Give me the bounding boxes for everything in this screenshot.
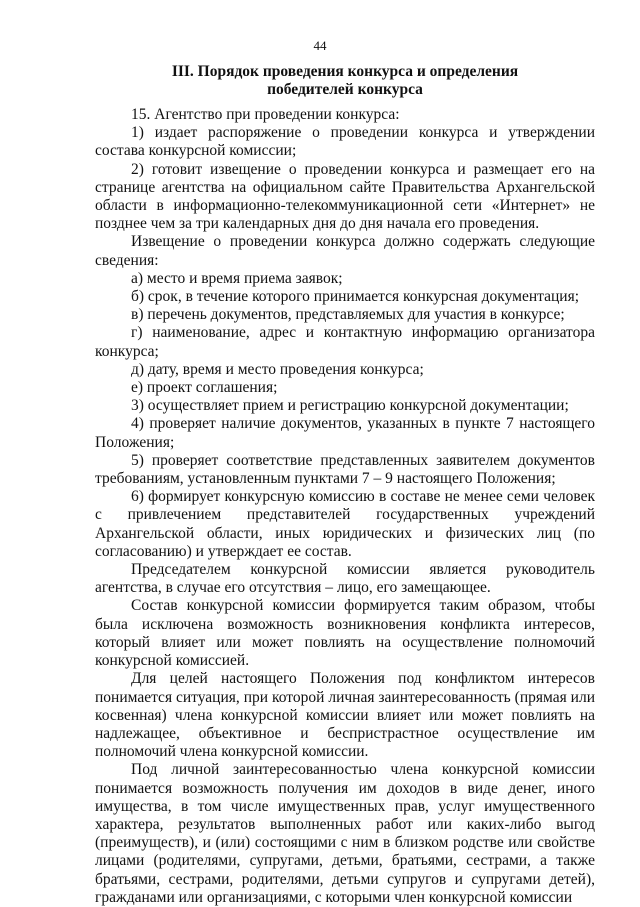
paragraph: 4) проверяет наличие документов, указанных в пункте 7 настоящего Положения; [95,415,595,451]
section-heading [95,63,595,99]
list-item: д) дату, время и место проведения конкурса; [131,360,424,378]
list-item: е) проект соглашения; [131,379,278,397]
paragraph: 6) формирует конкурсную комиссию в составе не менее семи человек с привлечением представителей государственных учреждений Архангельской области, иных юридических и физических лиц (по согласованию) и утверждает ее состав. [95,488,595,560]
paragraph: 3) осуществляет прием и регистрацию конкурсной документации; [131,397,569,415]
list-item: г) наименование, адрес и контактную информацию организатора конкурса; [95,324,595,360]
paragraph: 5) проверяет соответствие представленных заявителем документов требованиям, установленным пунктами 7 – 9 настоящего Положения; [95,451,595,488]
paragraph: Под личной заинтересованностью члена конкурсной комиссии понимается возможность получения им доходов в виде денег, иного имущества, в том числе имущественных прав, услуг имущественного характера, результатов выполненных работ или каких-либо выгод (преимуществ), и (или) состоящими с ним в близком родстве или свойстве лицами (родителями, супругами, детьми, братьями, сестрами, а также братьями, сестрами, родителями, детьми супругов и супругами детей), гражданами или организациями, с которыми член конкурсной комиссии [95,761,595,906]
list-item: а) место и время приема заявок; [131,269,343,287]
list-item: б) срок, в течение которого принимается конкурсная документация; [131,288,580,306]
paragraph: 2) готовит извещение о проведении конкурса и размещает его на странице агентства на официальном сайте Правительства Архангельской области в информационно-телекоммуникационной сети «Интернет» не позднее чем за три календарных дня до дня начала его проведения. [95,160,595,233]
paragraph: Извещение о проведении конкурса должно содержать следующие сведения: [95,233,595,269]
paragraph: Для целей настоящего Положения под конфликтом интересов понимается ситуация, при которой личная заинтересованность (прямая или косвенная) члена конкурсной комиссии влияет или может повлиять на надлежащее, объективное и беспристрастное осуществление им полномочий члена конкурсной комиссии. [95,670,595,761]
paragraph: Состав конкурсной комиссии формируется таким образом, чтобы была исключена возможность возникновения конфликта интересов, который влияет или может повлиять на осуществление полномочий конкурсной комиссией. [95,597,595,670]
document-body [95,106,595,907]
section-heading-line-1: III. Порядок проведения конкурса и определения [171,63,519,80]
paragraph: 1) издает распоряжение о проведении конкурса и утверждении состава конкурсной комиссии; [95,124,595,160]
page-number: 44 [313,38,327,53]
paragraph: 15. Агентство при проведении конкурса: [131,106,400,123]
list-item: в) перечень документов, представляемых для участия в конкурсе; [131,306,565,324]
section-heading-line-2: победителей конкурса [267,81,423,98]
paragraph: Председателем конкурсной комиссии является руководитель агентства, в случае его отсутствия – лицо, его замещающее. [95,561,595,597]
